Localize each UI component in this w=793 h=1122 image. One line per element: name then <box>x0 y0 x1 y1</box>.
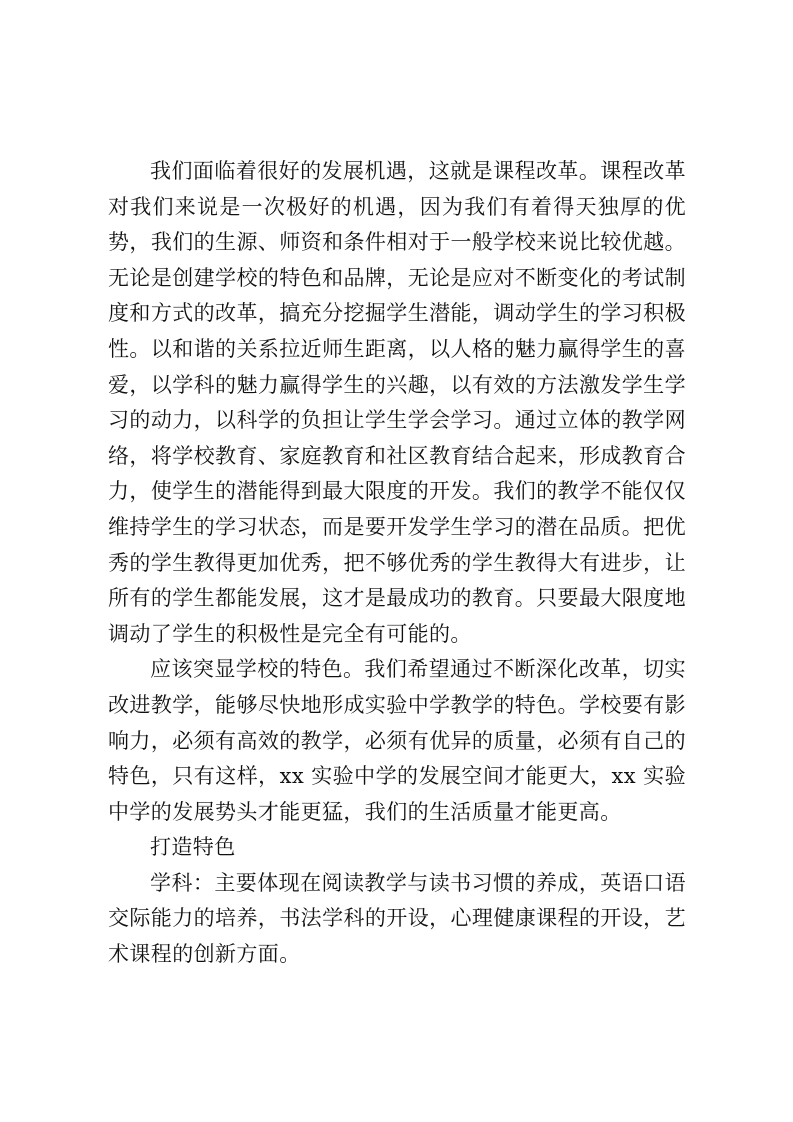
paragraph-subjects: 学科：主要体现在阅读教学与读书习惯的养成，英语口语交际能力的培养，书法学科的开设，心理健康课程的开设，艺术课程的创新方面。 <box>108 870 686 967</box>
document-body <box>108 154 686 973</box>
paragraph-course-reform: 我们面临着很好的发展机遇，这就是课程改革。课程改革对我们来说是一次极好的机遇，因为我们有着得天独厚的优势，我们的生源、师资和条件相对于一般学校来说比较优越。无论是创建学校的特色和品牌，无论是应对不断变化的考试制度和方式的改革，搞充分挖掘学生潜能，调动学生的学习积极性。以和谐的关系拉近师生距离，以人格的魅力赢得学生的喜爱，以学科的魅力赢得学生的兴趣，以有效的方法激发学生学习的动力，以科学的负担让学生学会学习。通过立体的教学网络，将学校教育、家庭教育和社区教育结合起来，形成教育合力，使学生的潜能得到最大限度的开发。我们的教学不能仅仅维持学生的学习状态，而是要开发学生学习的潜在品质。把优秀的学生教得更加优秀，把不够优秀的学生教得大有进步，让所有的学生都能发展，这才是最成功的教育。只要最大限度地调动了学生的积极性是完全有可能的。 <box>108 159 686 646</box>
paragraph-school-features: 应该突显学校的特色。我们希望通过不断深化改革，切实改进教学，能够尽快地形成实验中学教学的特色。学校要有影响力，必须有高效的教学，必须有优异的质量，必须有自己的特色，只有这样，xx 实验中学的发展空间才能更大，xx 实验中学的发展势头才能更猛，我们的生活质量才能更高。 <box>108 657 686 824</box>
section-heading-build-features: 打造特色 <box>150 835 236 860</box>
